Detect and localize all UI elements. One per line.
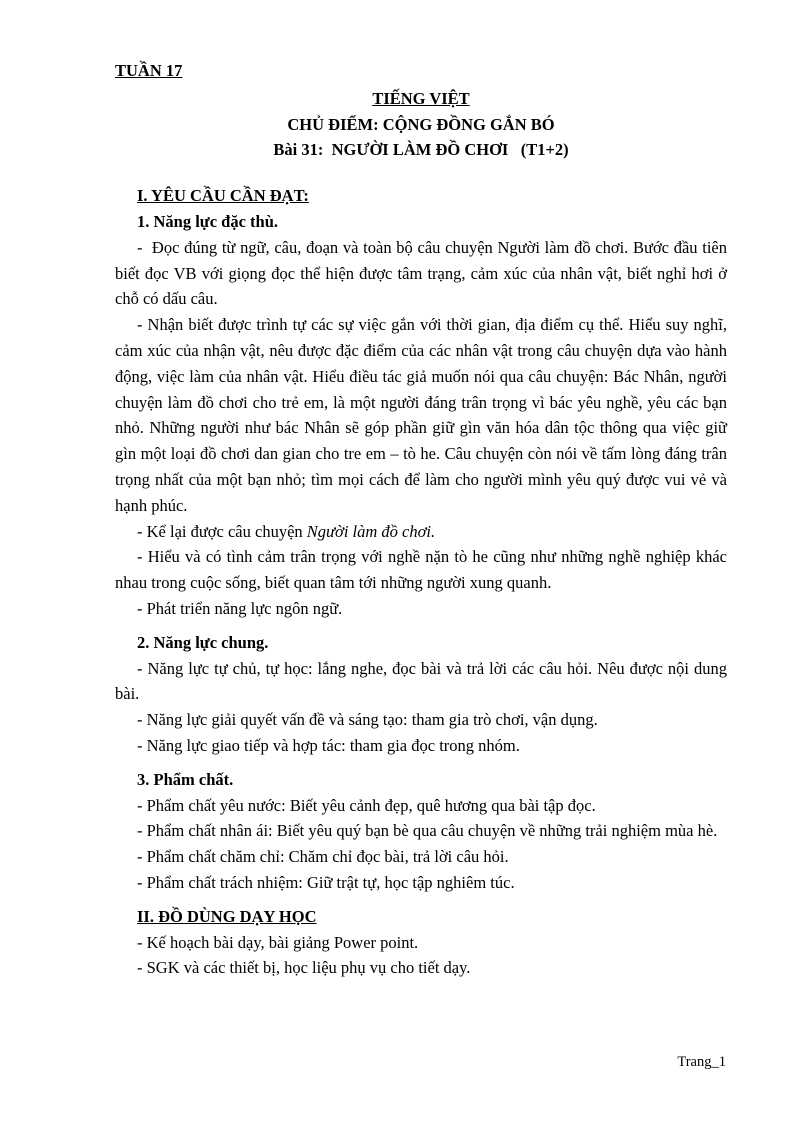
sub3-heading: 3. Phẩm chất. [137,769,234,789]
sub1-paragraph-4: - Hiểu và có tình cảm trân trọng với nghề nặn tò he cũng như những nghề nghiệp khác nhau trong cuộc sống, biết quan tâm tới những người xung quanh. [115,547,727,593]
sub2-paragraph-3: - Năng lực giao tiếp và hợp tác: tham gia đọc trong nhóm. [137,735,520,755]
section2-heading: II. ĐỒ DÙNG DẠY HỌC [137,906,317,926]
sub2-paragraph-1: - Năng lực tự chủ, tự học: lắng nghe, đọc bài và trả lời các câu hỏi. Nêu được nội dung bài. [115,658,727,704]
subject-title: TIẾNG VIỆT [372,88,470,108]
sub1-paragraph-1: - Đọc đúng từ ngữ, câu, đoạn và toàn bộ câu chuyện Người làm đồ chơi. Bước đầu tiên biết đọc VB với giọng đọc thể hiện được tâm trạng, cảm xúc của nhân vật, biết nghỉ hơi ở chỗ có dấu câu. [115,237,732,309]
sub2-heading: 2. Năng lực chung. [137,632,269,652]
sub1-paragraph-3-prefix: - Kể lại được câu chuyện [137,521,307,541]
story-title: Người làm đồ chơi. [306,521,436,541]
section2-paragraph-2: - SGK và các thiết bị, học liệu phụ vụ cho tiết dạy. [137,958,471,978]
sub3-paragraph-1: - Phẩm chất yêu nước: Biết yêu cảnh đẹp, quê hương qua bài tập đọc. [137,795,596,815]
theme-title: CHỦ ĐIỂM: CỘNG ĐỒNG GẮN BÓ [287,114,555,134]
sub1-heading: 1. Năng lực đặc thù. [137,211,278,231]
sub1-paragraph-3 [115,519,727,545]
page-number: Trang_1 [677,1054,726,1070]
sub2-paragraph-2: - Năng lực giải quyết vấn đề và sáng tạo: tham gia trò chơi, vận dụng. [137,710,598,730]
sub3-paragraph-4: - Phẩm chất trách nhiệm: Giữ trật tự, học tập nghiêm túc. [137,872,515,892]
document-content [115,58,732,981]
sub3-paragraph-3: - Phẩm chất chăm chỉ: Chăm chỉ đọc bài, trả lời câu hỏi. [137,847,509,867]
section2-paragraph-1: - Kế hoạch bài dạy, bài giảng Power point. [137,932,419,952]
sub1-paragraph-2: - Nhận biết được trình tự các sự việc gắn với thời gian, địa điểm cụ thể. Hiểu suy nghĩ, cảm xúc của nhận vật, nêu được đặc điểm của các nhân vật trong câu chuyện dựa vào hành động, việc làm của nhân vật. Hiểu điều tác giả muốn nói qua câu chuyện: Bác Nhân, người chuyện làm đồ chơi cho trẻ em, là một người đáng trân trọng vì bác yêu nghề, yêu các bạn nhỏ. Những người như bác Nhân sẽ góp phần giữ gìn văn hóa dân tộc thông qua việc giữ gìn một loại đồ chơi dan gian cho tre em – tò he. Câu chuyện còn nói về tấm lòng đáng trân trọng nhất của một bạn nhỏ; tìm mọi cách để làm cho người mình yêu quý được vui vẻ và hạnh phúc. [115,315,727,515]
sub1-paragraph-5: - Phát triển năng lực ngôn ngữ. [137,598,343,618]
sub3-paragraph-2: - Phẩm chất nhân ái: Biết yêu quý bạn bè qua câu chuyện về những trải nghiệm mùa hè. [137,821,718,841]
week-label: TUẦN 17 [115,61,183,80]
lesson-title: Bài 31: NGƯỜI LÀM ĐỒ CHƠI (T1+2) [273,140,569,160]
section1-heading: I. YÊU CẦU CẦN ĐẠT: [137,186,309,206]
